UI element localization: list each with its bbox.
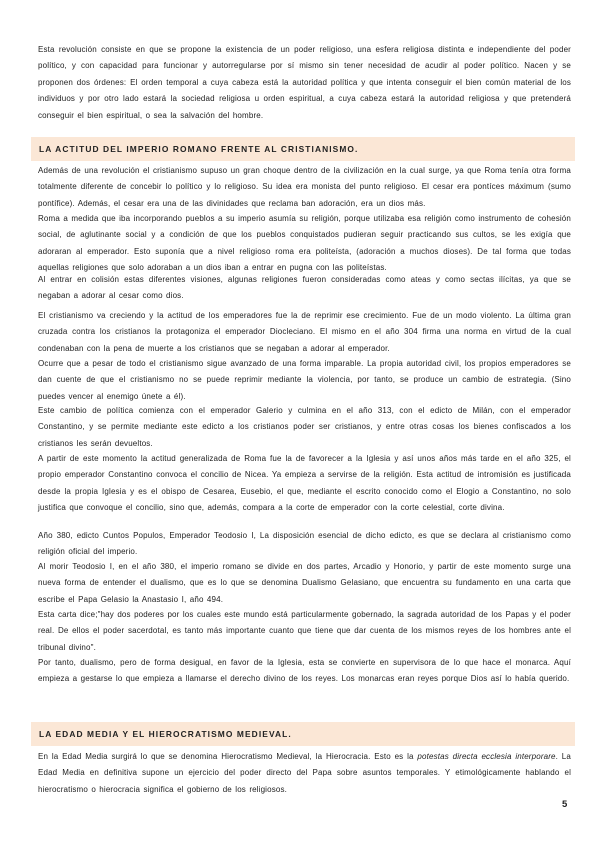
section-heading-band-1	[31, 137, 575, 161]
s2-text-after: . La Edad Media en definitiva supone un ejercicio del poder directo del Papa sobre asuntos temporales. Y etimológicamente hablando el hierocratismo o hierocracia significa el gobierno de los religiosos.	[38, 752, 571, 794]
section-1-body-11	[38, 655, 571, 688]
s1-paragraph-10: Esta carta dice;"hay dos poderes por los cuales este mundo está particularmente gobernado, la sagrada autoridad de los Papas y el poder real. De ellos el poder sacerdotal, es tanto más importante cuanto que tiene que dar cuenta de los mismos reyes de los hombres ante el tribunal divino".	[38, 610, 571, 652]
section-1-body-3	[38, 272, 571, 305]
s1-paragraph-7: A partir de este momento la actitud generalizada de Roma fue la de favorecer a la Iglesia y así unos años más tarde en el año 325, el propio emperador Constantino convoca el concilio de Nicea. Ya empieza a servirse de la religión. Esta actitud de intromisión es justificada desde la propia Iglesia y es el obispo de Cesarea, Eusebio, el que, mediante el escrito conocido como el Elogio a Constantino, no solo justifica que convoque el concilio, sino que, además, compara a la corte de emperador con la corte celestial, corte divina.	[38, 454, 571, 513]
s1-paragraph-6: Este cambio de política comienza con el emperador Galerio y culmina en el año 313, con el edicto de Milán, con el emperador Constantino, y se permite mediante este edicto a los cristianos poder ser cristianos, y entre otras cosas los bienes confiscados a los cristianos les serán devueltos.	[38, 406, 571, 448]
s2-paragraph-1	[38, 749, 571, 798]
section-1-body-4	[38, 308, 571, 357]
page-number: 5	[562, 799, 568, 810]
s2-latin-phrase: potestas directa ecclesia interporare	[417, 752, 556, 761]
section-2-body	[38, 749, 571, 798]
section-1-body-5	[38, 356, 571, 405]
s1-paragraph-2: Roma a medida que iba incorporando pueblos a su imperio asumía su religión, porque utilizaba esa religión como instrumento de cohesión social, de aglutinante social y a condición de que los pueblos conquistados pudieran seguir practicando sus cultos, se les exigía que adoraran al emperador. Esto suponía que a nivel religioso roma era politeísta, (adoración a muchos dioses). De tal forma que todas aquellas religiones que solo adoraban a un dios iban a entrar en pugna con las politeístas.	[38, 214, 571, 273]
s1-paragraph-9: Al morir Teodosio I, en el año 380, el imperio romano se divide en dos partes, Arcadio y Honorio, y partir de este momento surge una nueva forma de entender el dualismo, que es lo que se denomina Dualismo Gelasiano, que encuentra su fundamento en una carta que escribe el Papa Gelasio la Anastasio I, año 494.	[38, 562, 571, 604]
section-1-body-8	[38, 528, 571, 561]
s1-paragraph-11: Por tanto, dualismo, pero de forma desigual, en favor de la Iglesia, esta se convierte en supervisora de lo que hace el monarca. Aquí empieza a gestarse lo que empieza a llamarse el derecho divino de los reyes. Los monarcas eran reyes porque Dios así lo había querido.	[38, 658, 571, 684]
section-heading-band-2	[31, 722, 575, 746]
section-heading-1: LA ACTITUD DEL IMPERIO ROMANO FRENTE AL CRISTIANISMO.	[39, 144, 359, 154]
intro-block	[38, 42, 571, 124]
section-1-body	[38, 163, 571, 212]
s1-paragraph-1: Además de una revolución el cristianismo supuso un gran choque dentro de la civilización en la cual surge, ya que Roma tenía otra forma totalmente diferente de concebir lo político y lo religioso. Su idea era monista del punto religioso. El cesar era pontíces máximum (sumo pontífice). Además, el cesar era una de las divinidades que reclama ban adoración, era un dios más.	[38, 166, 571, 208]
s1-paragraph-8: Año 380, edicto Cuntos Populos, Emperador Teodosio I, La disposición esencial de dicho edicto, es que se declara al cristianismo como religión oficial del imperio.	[38, 531, 571, 557]
section-1-body-6	[38, 403, 571, 452]
s1-paragraph-4: El cristianismo va creciendo y la actitud de los emperadores fue la de reprimir ese crecimiento. Fue de un modo violento. La última gran cruzada contra los cristianos la protagoniza el emperador Diocleciano. El mismo en el año 304 firma una norma en virtud de la cual condenaban con la pena de muerte a los cristianos que se negaban a adorar al emperador.	[38, 311, 571, 353]
section-heading-2: LA EDAD MEDIA Y EL HIEROCRATISMO MEDIEVAL.	[39, 729, 292, 739]
s1-paragraph-3: Al entrar en colisión estas diferentes visiones, algunas religiones fueron consideradas como ateas y como sectas ilícitas, ya que se negaban a adorar al cesar como dios.	[38, 275, 571, 301]
s1-paragraph-5: Ocurre que a pesar de todo el cristianismo sigue avanzado de una forma imparable. La propia autoridad civil, los propios emperadores se dan cuente de que el cristianismo no se puede reprimir mediante la violencia, por tanto, se produce un cambio de estrategia. (Sino puedes vencer al enemigo únete a él).	[38, 359, 571, 401]
section-1-body-9	[38, 559, 571, 608]
section-1-body-7	[38, 451, 571, 517]
section-1-body-2	[38, 211, 571, 277]
section-1-body-10	[38, 607, 571, 656]
s2-text-before: En la Edad Media surgirá lo que se denomina Hierocratismo Medieval, la Hierocracia. Esto es la	[38, 752, 418, 761]
intro-paragraph: Esta revolución consiste en que se propone la existencia de un poder religioso, una esfera religiosa distinta e independiente del poder político, y con capacidad para funcionar y autorregularse por sí mismo sin tener necesidad de acudir al poder político. Nacen y se proponen dos órdenes: El orden temporal a cuya cabeza está la autoridad política y que intenta conseguir el bien común material de los individuos y por otro lado estará la sociedad religiosa u orden espiritual, a cuya cabeza estará la autoridad religiosa y que pretenderá conseguir el bien espiritual, o sea la salvación del hombre.	[38, 45, 571, 120]
